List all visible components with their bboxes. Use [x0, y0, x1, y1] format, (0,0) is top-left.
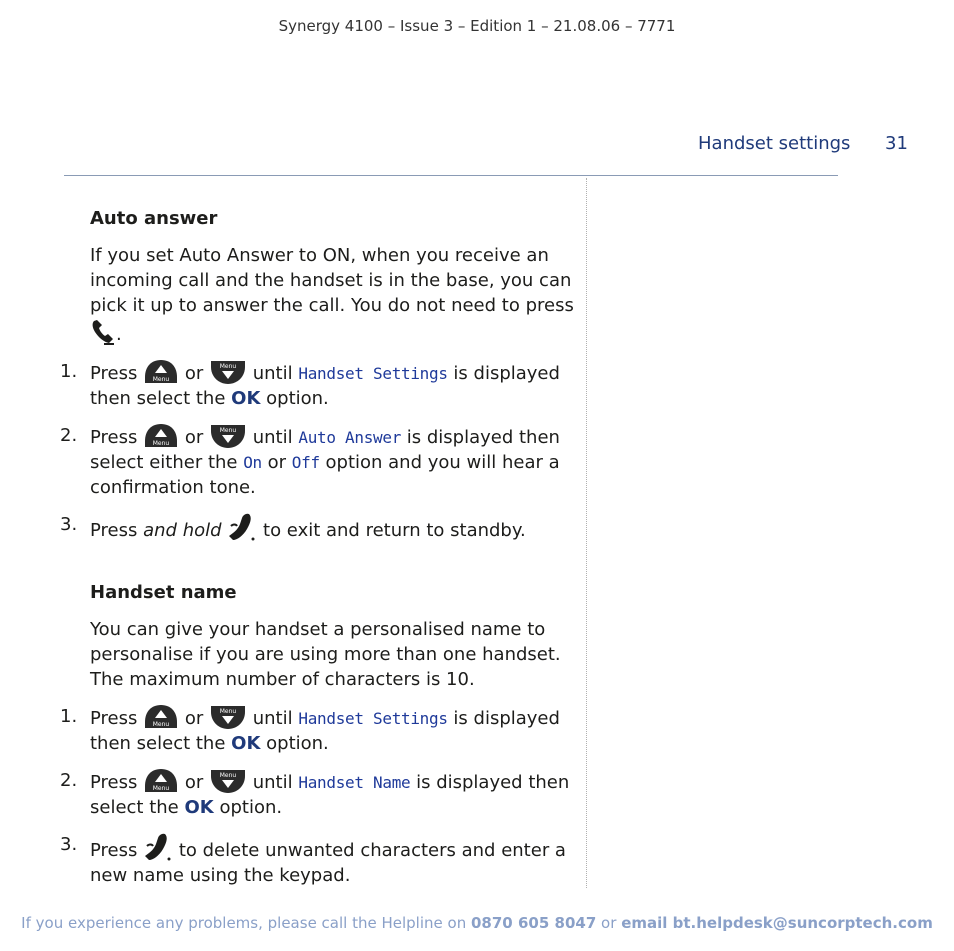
auto-answer-intro: If you set Auto Answer to ON, when you receive an incoming call and the handset is in the base, you can pick it up to answer the call. You do not need to press .: [90, 245, 574, 345]
lcd-on: On: [243, 453, 262, 472]
svg-text:Menu: Menu: [219, 427, 237, 434]
menu-up-icon: [143, 768, 179, 794]
menu-down-icon: [209, 768, 247, 794]
footer-helpline: If you experience any problems, please call the Helpline on 0870 605 8047 or email bt.helpdesk@suncorptech.com: [21, 914, 933, 932]
helpline-phone: 0870 605 8047: [471, 914, 597, 932]
menu-down-icon: [209, 704, 247, 730]
svg-text:Menu: Menu: [219, 708, 237, 715]
header-rule: [64, 175, 838, 176]
menu-down-icon: [209, 359, 247, 385]
end-call-icon: [143, 832, 173, 862]
menu-down-icon: [209, 423, 247, 449]
svg-text:Menu: Menu: [152, 785, 170, 792]
menu-up-icon: [143, 704, 179, 730]
main-content: [60, 206, 580, 888]
lcd-text: Handset Settings: [298, 364, 448, 383]
handset-name-step-1: 1. Press Menu or Menu until Handset Settings is displayed then select the OK option.: [60, 706, 560, 754]
ok-label: OK: [231, 733, 261, 754]
svg-text:Menu: Menu: [152, 376, 170, 383]
ok-label: OK: [184, 797, 214, 818]
menu-up-icon: [143, 359, 179, 385]
column-divider: [586, 178, 587, 888]
svg-text:Menu: Menu: [152, 721, 170, 728]
ok-label: OK: [231, 388, 261, 409]
handset-name-step-2: 2. Press Menu or Menu until Handset Name is displayed then select the OK option.: [60, 770, 570, 818]
end-call-icon: [227, 512, 257, 542]
lcd-text: Handset Name: [298, 773, 411, 792]
auto-answer-step-1: 1. Press Menu or Menu until Handset Settings is displayed then select the OK option.: [60, 361, 560, 409]
menu-up-icon: [143, 423, 179, 449]
handset-name-intro: You can give your handset a personalised name to personalise if you are using more than one handset. The maximum number of characters is 10.: [90, 619, 561, 690]
handset-name-step-3: 3. Press to delete unwanted characters and enter a new name using the keypad.: [60, 834, 566, 886]
helpdesk-email: email bt.helpdesk@suncorptech.com: [621, 914, 933, 932]
document-meta: Synergy 4100 – Issue 3 – Edition 1 – 21.08.06 – 7771: [278, 17, 676, 35]
talk-phone-icon: [90, 318, 116, 346]
lcd-off: Off: [291, 453, 320, 472]
lcd-text: Handset Settings: [298, 709, 448, 728]
section-title: Handset settings: [698, 133, 851, 154]
svg-text:Menu: Menu: [219, 363, 237, 370]
auto-answer-step-3: 3. Press and hold to exit and return to standby.: [60, 514, 526, 541]
page-number: 31: [885, 133, 908, 154]
svg-text:Menu: Menu: [219, 772, 237, 779]
svg-text:Menu: Menu: [152, 440, 170, 447]
auto-answer-heading: Auto answer: [90, 208, 218, 229]
lcd-text: Auto Answer: [298, 428, 402, 447]
handset-name-heading: Handset name: [90, 582, 237, 603]
auto-answer-step-2: 2. Press Menu or Menu until Auto Answer is displayed then select either the On or Off option and you will hear a confirmation tone.: [60, 425, 560, 498]
